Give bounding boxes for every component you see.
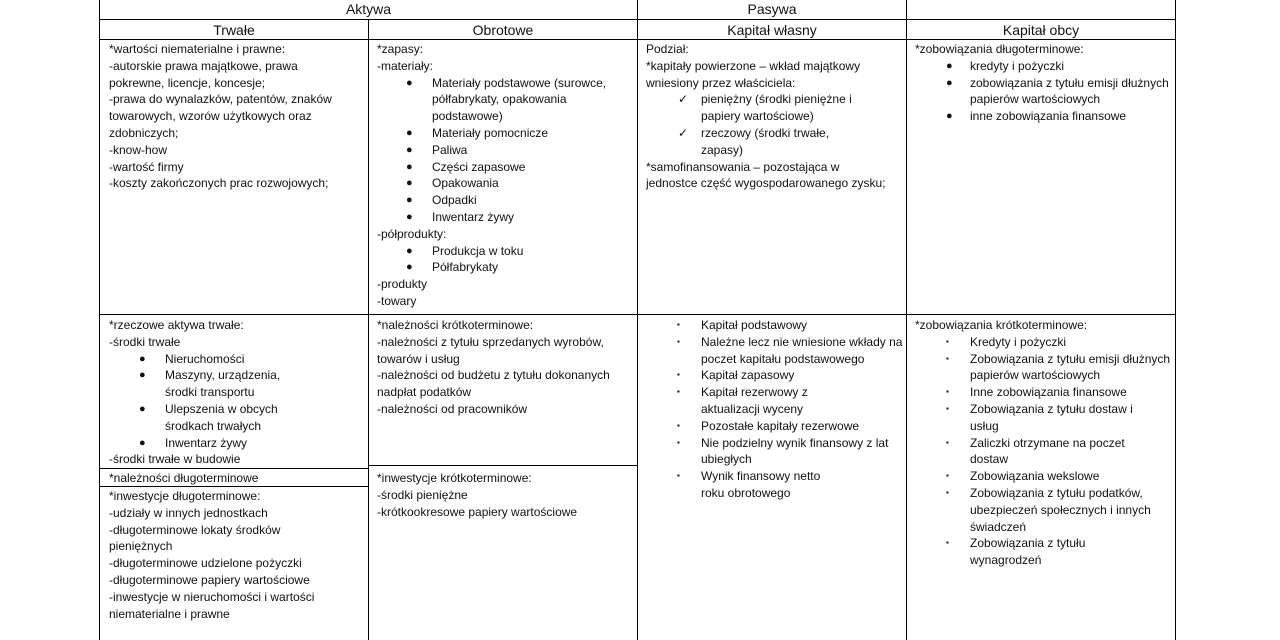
bullet-icon: ● [406,177,413,190]
square-bullet-icon: ▪ [946,387,949,397]
list-item-label: Paliwa [432,142,468,157]
list-item [646,334,908,368]
list-item [377,175,632,192]
header-kapital-obcy: Kapitał obcy [1002,22,1080,38]
header-aktywa: Aktywa [345,1,392,17]
bullet-icon: ● [139,436,146,449]
text-line: towarowych, wzorów użytkowych oraz [109,109,312,124]
text-line: *inwestycje krótkoterminowe: [377,471,532,485]
list-item-label: Zobowiązania z tytułu podatków, ubezpieczeń społecznych i innych świadczeń [970,485,1151,534]
square-bullet-icon: ▪ [946,487,949,497]
list-item-label: rzeczowy (środki trwałe, zapasy) [701,125,830,157]
square-bullet-icon: ▪ [946,538,949,548]
list-item-label: Wynik finansowy netto roku obrotowego [701,469,821,500]
bullet-icon: ● [406,160,413,173]
square-bullet-icon: ▪ [677,320,680,329]
list-item [646,418,908,435]
list-item-label: Półfabrykaty [432,260,499,275]
list-item-label: Ulepszenia w obcych środkach trwałych [165,401,278,433]
text-line: *inwestycje długoterminowe: [109,489,261,503]
list-item-label: pieniężny (środki pieniężne i papiery wartościowe) [701,92,852,124]
text-line: -długoterminowe lokaty środków [109,522,281,537]
text-line: *zobowiązania długoterminowe: [915,42,1084,56]
square-bullet-icon: ▪ [946,437,949,447]
list-item-label: Zobowiązania z tytułu dostaw i usług [970,401,1133,433]
list-srodki-trwale [109,351,339,452]
list-item [377,125,632,142]
list-item [915,401,1177,435]
row-line-obrotowe [368,465,638,466]
bullet-icon: ● [946,76,953,89]
text-line: pieniężnych [109,539,173,554]
text-line: -długoterminowe papiery wartościowe [109,572,310,587]
square-bullet-icon: ▪ [677,420,680,430]
text-line: *należności długoterminowe [109,471,259,485]
list-item-label: Zaliczki otrzymane na poczet dostaw [970,435,1125,467]
list-item-label: Inwentarz żywy [432,209,515,224]
bullet-icon: ● [406,143,413,156]
list-item [377,75,632,125]
list-item [377,192,632,209]
text-line: -półprodukty: [377,226,447,241]
list-item-label: Zobowiązania z tytułu wynagrodzeń [970,536,1086,568]
text-line: -należności od pracowników [377,401,528,416]
text-line: zdobniczych; [109,125,179,140]
list-item [109,435,339,452]
check-icon: ✓ [678,92,689,107]
bullet-icon: ● [406,76,413,89]
text-line: -koszty zakończonych prac rozwojowych; [109,176,329,191]
list-item [646,317,908,334]
square-bullet-icon: ▪ [946,403,949,413]
text-line: *kapitały powierzone – wkład majątkowy [646,58,861,73]
text-line: wniesiony przez właściciela: [646,75,796,90]
text-line: nadpłat podatków [377,385,472,400]
cell-naleznosci-krotkoterminowe [371,317,637,418]
list-item-label: Maszyny, urządzenia, środki transportu [165,368,281,400]
list-item [915,58,1177,75]
list-zobowiazania-krotkoterminowe [915,334,1177,569]
list-item [915,384,1177,401]
list-item-label: Produkcja w toku [432,243,524,258]
cell-inwestycje-krotkoterminowe [371,470,637,520]
check-icon: ✓ [678,125,689,140]
cell-naleznosci-dlugoterminowe [103,470,368,487]
text-line: -należności od budżetu z tytułu dokonanych [377,368,610,383]
text-line: -udziały w innych jednostkach [109,505,268,520]
bullet-icon: ● [139,352,146,365]
text-line: -know-how [109,142,168,157]
cell-wartosci-niematerialne [103,41,368,192]
list-item [377,209,632,226]
list-item [915,108,1177,125]
bullet-icon: ● [946,59,953,72]
text-line: -środki trwałe w budowie [109,452,241,467]
list-skladniki-kapitalu [646,317,908,502]
square-bullet-icon: ▪ [677,437,680,447]
bullet-icon: ● [946,110,953,123]
bullet-icon: ● [139,402,146,415]
table-divider-aktywa-pasywa [637,0,638,640]
square-bullet-icon: ▪ [946,353,949,363]
list-item [377,259,631,276]
list-item-label: Pozostałe kapitały rezerwowe [701,418,860,433]
header-pasywa: Pasywa [747,1,797,17]
cell-zobowiazania-krotkoterminowe [909,317,1175,569]
square-bullet-icon: ▪ [677,387,680,397]
text-line: *zapasy: [377,42,424,56]
list-item-label: Zobowiązania wekslowe [970,469,1100,484]
list-item [646,384,908,418]
list-item-label: zobowiązania z tytułu emisji dłużnych papierów wartościowych [970,75,1169,107]
text-line: towarów i usług [377,351,460,366]
bullet-icon: ● [406,244,413,257]
list-item [377,243,631,260]
text-line: -prawa do wynalazków, patentów, znaków [109,92,332,107]
bullet-icon: ● [406,126,413,139]
list-item [646,367,908,384]
list-zobowiazania-dlugoterminowe [915,58,1177,125]
text-line: -materiały: [377,58,434,73]
cell-kapital-wlasny-skladniki [640,317,906,502]
list-item-label: Kapitał zapasowy [701,368,795,383]
list-item [646,468,908,502]
list-item [646,91,871,125]
text-line: *należności krótkoterminowe: [377,318,534,332]
square-bullet-icon: ▪ [677,370,680,380]
header-kapital-wlasny: Kapitał własny [727,22,817,38]
list-item-label: Części zapasowe [432,159,526,174]
list-item-label: Materiały podstawowe (surowce, półfabrykaty, opakowania podstawowe) [432,75,607,124]
list-item-label: Nie podzielny wynik finansowy z lat ubiegłych [701,435,889,467]
list-item [109,367,339,401]
bullet-icon: ● [406,194,413,207]
list-item [915,334,1177,351]
list-materialy [377,75,632,226]
list-item-label: Nieruchomości [165,351,245,366]
list-item-label: Opakowania [432,176,499,191]
list-item [109,401,339,435]
text-line: Podział: [646,42,689,56]
bullet-icon: ● [406,210,413,223]
cell-rzeczowe-aktywa [103,317,368,468]
cell-zapasy [371,41,637,310]
header-obrotowe: Obrotowe [472,22,534,38]
list-item [915,435,1177,469]
text-line: *wartości niematerialne i prawne: [109,42,286,56]
text-line: -krótkookresowe papiery wartościowe [377,504,578,519]
list-item-label: inne zobowiązania finansowe [970,109,1127,124]
text-line: -wartość firmy [109,159,184,174]
list-item [915,485,1177,535]
row-line-1 [99,314,1176,315]
bullet-icon: ● [406,261,413,274]
list-item [915,535,1177,569]
text-line: *samofinansowania – pozostająca w [646,159,840,174]
list-item [646,125,871,159]
text-line: -autorskie prawa majątkowe, prawa [109,58,298,73]
cell-inwestycje-dlugoterminowe [103,488,368,622]
list-item-label: Kredyty i pożyczki [970,334,1067,349]
list-item [915,351,1177,385]
list-polprodukty [377,243,631,277]
text-line: *zobowiązania krótkoterminowe: [915,318,1088,332]
list-item [377,142,632,159]
square-bullet-icon: ▪ [946,336,949,346]
text-line: -długoterminowe udzielone pożyczki [109,556,302,571]
list-item-label: Odpadki [432,193,477,208]
list-item-label: Inne zobowiązania finansowe [970,385,1127,400]
text-line: pokrewne, licencje, koncesje; [109,75,266,90]
list-item [915,468,1177,485]
list-item-label: Inwentarz żywy [165,435,248,450]
square-bullet-icon: ▪ [677,336,680,346]
text-line: -należności z tytułu sprzedanych wyrobów, [377,334,604,349]
list-item-label: Kapitał rezerwowy z aktualizacji wyceny [701,385,808,416]
text-line: -towary [377,293,417,308]
list-item-label: Należne lecz nie wniesione wkłady na poczet kapitału podstawowego [701,334,903,366]
square-bullet-icon: ▪ [946,471,949,481]
header-line-1 [99,19,1176,20]
table-border-left [99,0,100,640]
bullet-icon: ● [139,369,146,382]
cell-kapital-wlasny-podzial [640,41,906,192]
text-line: -środki pieniężne [377,487,468,502]
list-item [646,435,908,469]
list-item-label: Kapitał podstawowy [701,318,808,332]
list-kapitaly-powierzone [646,91,871,158]
text-line: -inwestycje w nieruchomości i wartości [109,589,315,604]
text-line: niematerialne i prawne [109,606,230,621]
list-item [915,75,1177,109]
text-line: -produkty [377,277,428,292]
list-item-label: Materiały pomocnicze [432,125,549,140]
text-line: -środki trwałe [109,334,181,349]
header-trwale: Trwałe [213,22,255,38]
cell-zobowiazania-dlugoterminowe [909,41,1175,125]
table-divider-trwale-obrotowe [368,20,369,640]
list-item [377,159,632,176]
list-item [109,351,339,368]
square-bullet-icon: ▪ [677,471,680,481]
text-line: *rzeczowe aktywa trwałe: [109,318,244,332]
list-item-label: Zobowiązania z tytułu emisji dłużnych papierów wartościowych [970,351,1171,383]
header-line-2 [99,39,1176,40]
text-line: jednostce część wygospodarowanego zysku; [646,176,886,191]
list-item-label: kredyty i pożyczki [970,58,1065,73]
